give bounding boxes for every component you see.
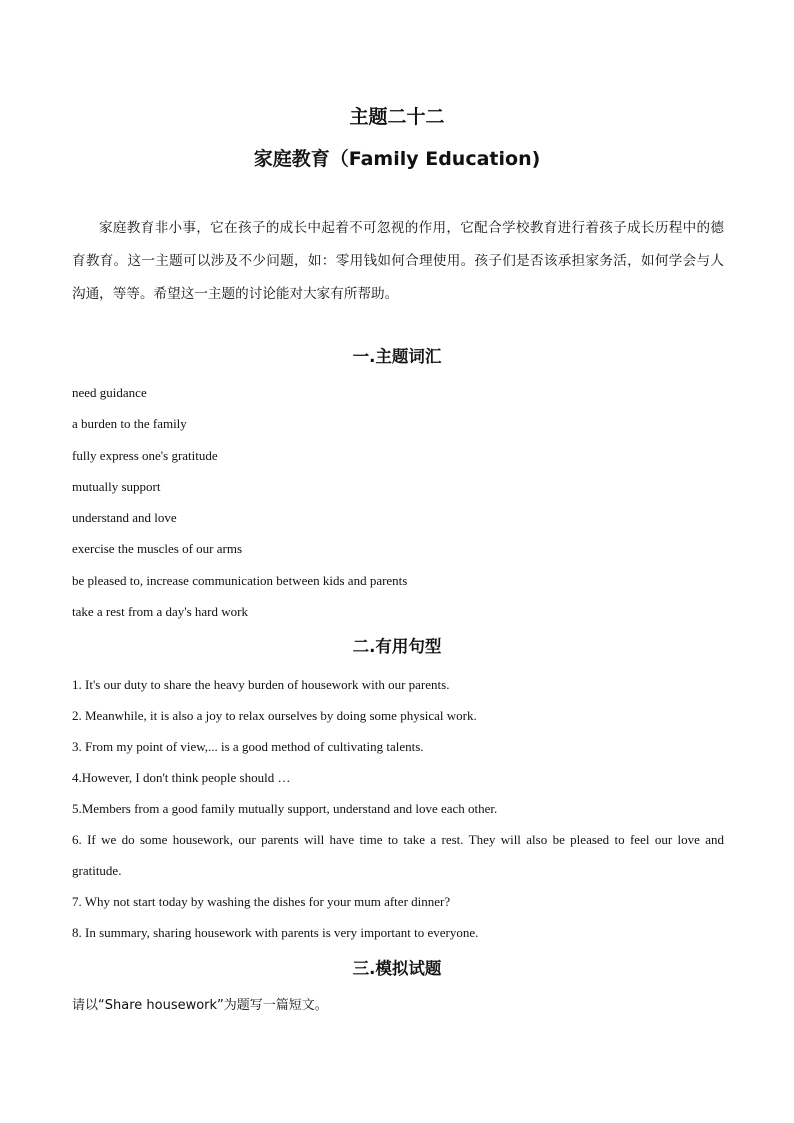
sentence-list: [72, 669, 724, 948]
section-heading-vocabulary: 一.主题词汇: [352, 347, 442, 366]
list-item: fully express one's gratitude: [72, 447, 218, 463]
writing-task: 请以“Share housework”为题写一篇短文。: [72, 998, 328, 1013]
list-item: 2. Meanwhile, it is also a joy to relax ourselves by doing some physical work.: [72, 708, 477, 723]
list-item: understand and love: [72, 510, 177, 526]
list-item: mutually support: [72, 478, 161, 494]
page-subtitle: 家庭教育（Family Education): [253, 148, 541, 170]
section-heading-sentences: 二.有用句型: [352, 637, 442, 656]
list-item: be pleased to, increase communication between kids and parents: [72, 572, 408, 588]
intro-paragraph: 家庭教育非小事，它在孩子的成长中起着不可忽视的作用，它配合学校教育进行着孩子成长历程中的德育教育。这一主题可以涉及不少问题，如：零用钱如何合理使用。孩子们是否该承担家务活，如何学会与人沟通，等等。希望这一主题的讨论能对大家有所帮助。: [72, 220, 724, 302]
list-item: a burden to the family: [72, 416, 187, 432]
section-heading-mock-test: 三.模拟试题: [352, 959, 442, 978]
vocabulary-list: [72, 383, 724, 633]
list-item: 6. If we do some housework, our parents will have time to take a rest. They will also be pleased to feel our love and gratitude.: [72, 832, 724, 878]
list-item: 8. In summary, sharing housework with parents is very important to everyone.: [72, 925, 479, 940]
list-item: exercise the muscles of our arms: [72, 541, 243, 557]
list-item: take a rest from a day's hard work: [72, 604, 248, 620]
list-item: 4.However, I don't think people should …: [72, 770, 291, 785]
list-item: 7. Why not start today by washing the dishes for your mum after dinner?: [72, 894, 451, 909]
page-title: 主题二十二: [349, 106, 445, 128]
list-item: 5.Members from a good family mutually support, understand and love each other.: [72, 801, 498, 816]
list-item: 1. It's our duty to share the heavy burden of housework with our parents.: [72, 677, 450, 692]
list-item: 3. From my point of view,... is a good method of cultivating talents.: [72, 739, 424, 754]
list-item: need guidance: [72, 385, 147, 400]
